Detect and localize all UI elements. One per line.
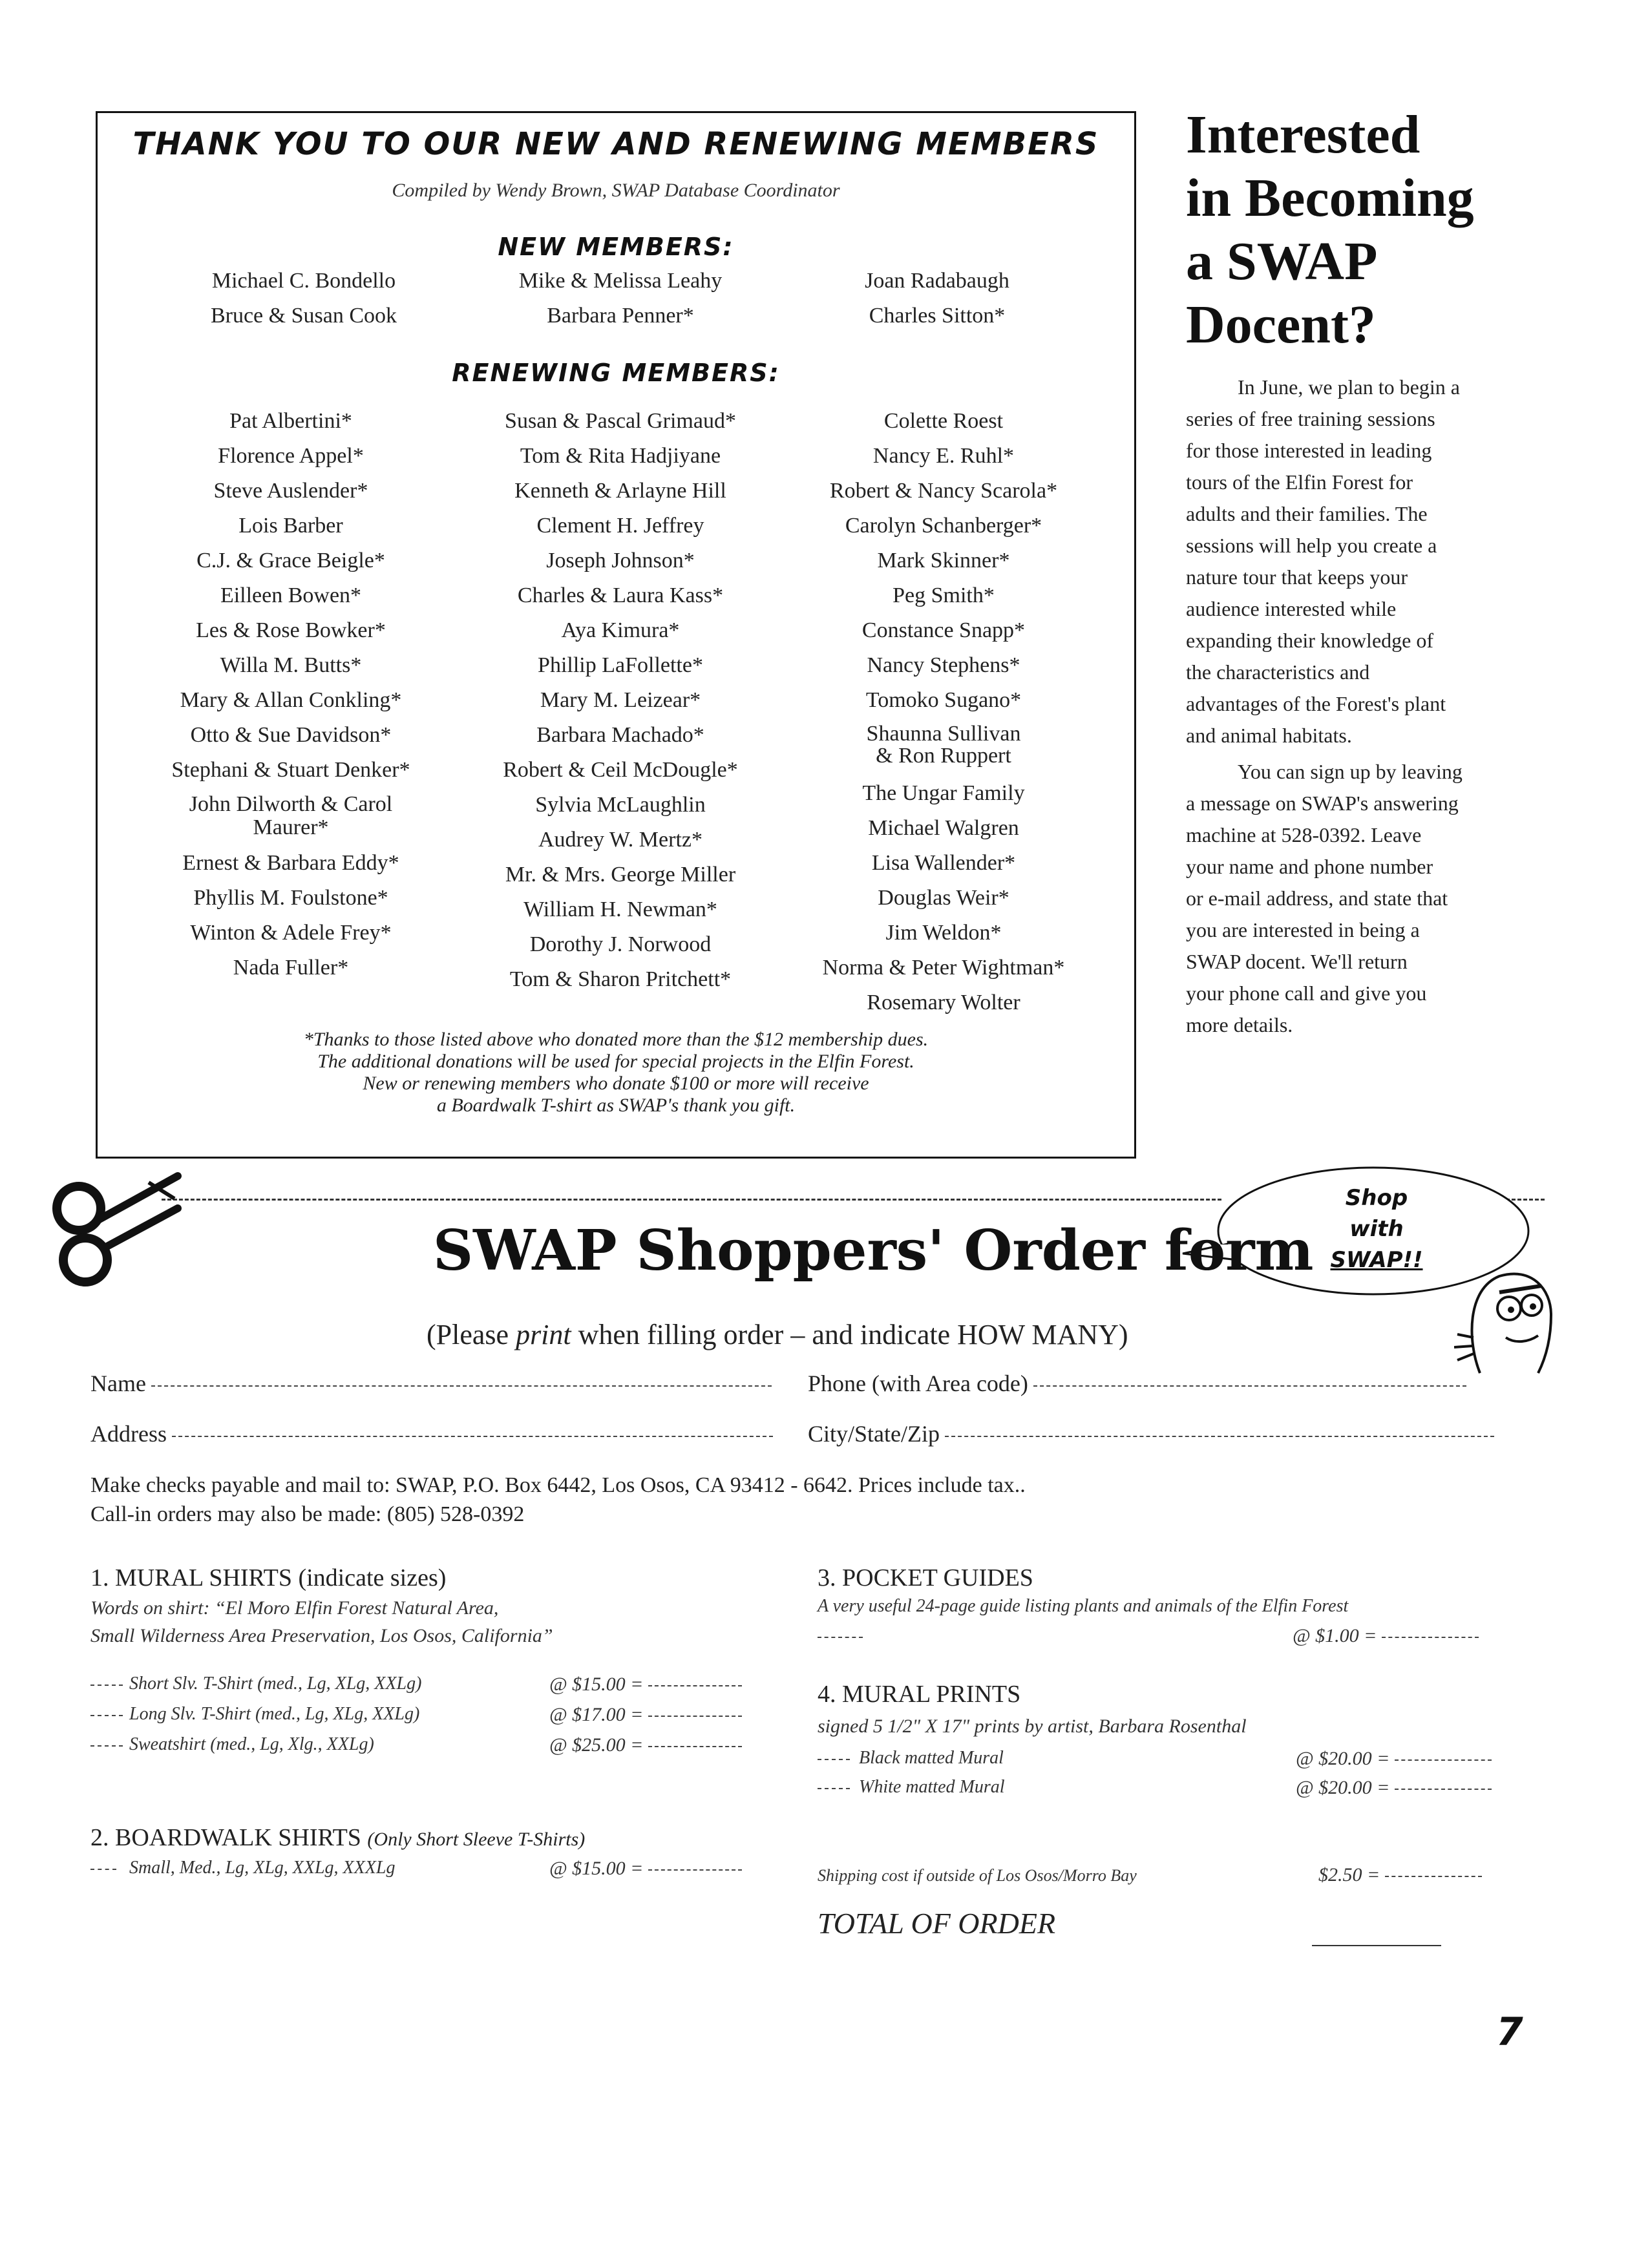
quantity-field[interactable]: [90, 1869, 116, 1870]
member-name: Colette Roest: [883, 409, 1004, 433]
price-row: [549, 1674, 742, 1696]
member-name: Charles Sitton*: [869, 304, 1006, 328]
cartoon-face-icon: [1454, 1263, 1564, 1380]
phone-label: Phone (with Area code): [808, 1370, 1028, 1396]
item-label: Short Slv. T-Shirt (med., Lg, XLg, XXLg): [129, 1674, 422, 1694]
member-name: Barbara Penner*: [547, 304, 694, 328]
member-name: Tom & Rita Hadjiyane: [520, 444, 721, 468]
member-name: Joan Radabaugh: [865, 269, 1009, 293]
text-line: expanding their knowledge of: [1186, 629, 1433, 652]
mural-words-line-1: Words on shirt: “El Moro Elfin Forest Natural Area,: [90, 1597, 499, 1619]
member-name: Ernest & Barbara Eddy*: [182, 851, 399, 875]
member-name: Lois Barber: [238, 514, 343, 538]
member-name: Shaunna Sullivan: [866, 722, 1021, 746]
member-name: Nancy E. Ruhl*: [872, 444, 1015, 468]
member-name: Rosemary Wolter: [867, 991, 1020, 1014]
bubble-line: SWAP!!: [1330, 1247, 1423, 1273]
footnote-line: The additional donations will be used for special projects in the Elfin Forest.: [317, 1051, 914, 1072]
member-name: Sylvia McLaughlin: [535, 793, 706, 817]
item-price: @ $20.00 =: [1296, 1748, 1390, 1769]
member-name: Tom & Sharon Pritchett*: [509, 967, 732, 991]
text-line: advantages of the Forest's plant: [1186, 692, 1446, 715]
item-price: @ $15.00 =: [549, 1674, 644, 1695]
member-name: Willa M. Butts*: [220, 653, 362, 677]
member-name: Michael Walgren: [868, 816, 1019, 840]
order-item-row: [90, 1674, 421, 1694]
mail-instructions: Make checks payable and mail to: SWAP, P.O. Box 6442, Los Osos, CA 93412 - 6642. Prices include tax..: [90, 1473, 1026, 1497]
member-name: Jim Weldon*: [885, 921, 1002, 945]
text-line: your name and phone number: [1186, 855, 1433, 878]
member-name: Constance Snapp*: [861, 618, 1026, 642]
call-in-line: Call-in orders may also be made: (805) 528-0392: [90, 1502, 525, 1526]
item-price: @ $20.00 =: [1296, 1777, 1390, 1798]
total-label: TOTAL OF ORDER: [818, 1907, 1056, 1940]
quantity-field[interactable]: [90, 1745, 123, 1747]
member-name: John Dilworth & Carol: [189, 792, 393, 816]
member-name: Steve Auslender*: [213, 479, 368, 503]
member-name: Barbara Machado*: [536, 723, 704, 747]
member-name: Bruce & Susan Cook: [210, 304, 397, 328]
text-line: or e-mail address, and state that: [1186, 887, 1448, 910]
member-name: Charles & Laura Kass*: [517, 583, 724, 607]
order-item-row: [90, 1858, 395, 1878]
member-name: Stephani & Stuart Denker*: [171, 758, 410, 782]
item-label: White matted Mural: [859, 1777, 1005, 1797]
order-item-row: [90, 1734, 374, 1755]
shipping-amount-field[interactable]: [1385, 1876, 1482, 1877]
city-label: City/State/Zip: [808, 1421, 940, 1447]
amount-field[interactable]: [648, 1685, 742, 1686]
address-field[interactable]: [172, 1436, 773, 1437]
donation-footnote: [96, 1029, 1136, 1117]
instr-text: when filling order – and indicate: [571, 1319, 958, 1350]
text-line: machine at 528-0392. Leave: [1186, 823, 1422, 846]
member-name: The Ungar Family: [862, 781, 1025, 805]
new-col-1: [149, 264, 459, 333]
order-item-row: [818, 1777, 1005, 1798]
mural-prints-heading: 4. MURAL PRINTS: [818, 1681, 1021, 1708]
instr-print: print: [516, 1319, 571, 1350]
member-name: Norma & Peter Wightman*: [822, 956, 1065, 980]
price-row: [1296, 1777, 1492, 1799]
text-line: series of free training sessions: [1186, 407, 1435, 430]
member-name: Douglas Weir*: [878, 886, 1009, 910]
compiled-by: Compiled by Wendy Brown, SWAP Database Coordinator: [392, 180, 840, 201]
item-label: Long Slv. T-Shirt (med., Lg, XLg, XXLg): [129, 1704, 420, 1724]
footnote-line: a Boardwalk T-shirt as SWAP's thank you gift.: [436, 1095, 796, 1116]
heading-line: Interested: [1186, 105, 1421, 165]
footnote-line: *Thanks to those listed above who donated more than the $12 membership dues.: [303, 1029, 929, 1050]
member-name: Peg Smith*: [893, 583, 995, 607]
footnote-line: New or renewing members who donate $100 or more will receive: [363, 1073, 869, 1094]
heading-line: in Becoming: [1186, 168, 1474, 228]
renew-col-3: [782, 404, 1105, 1020]
amount-field[interactable]: [1395, 1759, 1492, 1761]
name-label: Name: [90, 1370, 146, 1396]
renew-col-2: [459, 404, 782, 997]
thanks-title: THANK YOU TO OUR NEW AND RENEWING MEMBERS: [132, 126, 1099, 162]
instr-how-many: HOW MANY: [957, 1319, 1119, 1350]
item-label: Sweatshirt (med., Lg, Xlg., XXLg): [129, 1734, 374, 1754]
total-field[interactable]: [1312, 1945, 1441, 1946]
renew-col-1: [129, 404, 452, 985]
price-row: [549, 1858, 742, 1880]
renewing-members-heading: RENEWING MEMBERS:: [452, 359, 780, 387]
text-line: and animal habitats.: [1186, 724, 1352, 747]
member-name: Lisa Wallender*: [871, 851, 1016, 875]
boardwalk-note: (Only Short Sleeve T-Shirts): [367, 1829, 586, 1850]
member-name: Mary & Allan Conkling*: [180, 688, 402, 712]
member-name: Dorothy J. Norwood: [529, 932, 712, 956]
quantity-field[interactable]: [818, 1788, 850, 1789]
item-price: @ $1.00 =: [1293, 1625, 1377, 1646]
docent-paragraph-1: [1186, 372, 1625, 751]
member-name: Michael C. Bondello: [211, 269, 396, 293]
member-name: Robert & Ceil McDougle*: [503, 758, 738, 782]
member-name: Susan & Pascal Grimaud*: [505, 409, 736, 433]
new-col-3: [795, 264, 1079, 333]
text-line: audience interested while: [1186, 597, 1397, 620]
text-line: a message on SWAP's answering: [1186, 792, 1459, 815]
amount-field[interactable]: [1382, 1637, 1479, 1638]
member-name: Mary M. Leizear*: [540, 688, 701, 712]
shipping-row: [1318, 1864, 1482, 1886]
amount-field[interactable]: [1395, 1789, 1492, 1790]
text-line: you are interested in being a: [1186, 918, 1420, 941]
member-name: Mr. & Mrs. George Miller: [505, 863, 736, 887]
quantity-field[interactable]: [818, 1759, 850, 1760]
price-row: [1296, 1748, 1492, 1770]
member-name: Clement H. Jeffrey: [536, 514, 704, 538]
text-line: tours of the Elfin Forest for: [1186, 470, 1413, 494]
text-line: for those interested in leading: [1186, 439, 1432, 462]
address-label: Address: [90, 1421, 167, 1447]
member-name: Mike & Melissa Leahy: [518, 269, 723, 293]
order-item-row: [818, 1625, 863, 1647]
city-field[interactable]: [945, 1436, 1494, 1437]
price-row: [549, 1704, 742, 1726]
bubble-line: Shop: [1345, 1185, 1408, 1211]
item-price: @ $25.00 =: [549, 1734, 644, 1756]
member-name: Phillip LaFollette*: [538, 653, 703, 677]
heading-line: a SWAP: [1186, 231, 1378, 291]
text-line: You can sign up by leaving: [1238, 760, 1463, 783]
item-price: @ $17.00 =: [549, 1704, 644, 1725]
member-name: Winton & Adele Frey*: [190, 921, 392, 945]
instr-text: ): [1118, 1319, 1128, 1350]
quantity-field[interactable]: [90, 1685, 123, 1686]
shipping-price: $2.50 =: [1318, 1864, 1380, 1885]
shipping-label: Shipping cost if outside of Los Osos/Morro Bay: [818, 1866, 1137, 1885]
order-form-title: SWAP Shoppers' Order form: [433, 1218, 1314, 1283]
pocket-guides-desc: A very useful 24-page guide listing plants and animals of the Elfin Forest: [818, 1596, 1349, 1616]
member-name: Mark Skinner*: [877, 549, 1010, 572]
item-label: Small, Med., Lg, XLg, XXLg, XXXLg: [129, 1858, 396, 1878]
docent-paragraph-2: [1186, 756, 1625, 1041]
text-line: the characteristics and: [1186, 660, 1370, 684]
amount-field[interactable]: [648, 1869, 742, 1871]
member-name: Eilleen Bowen*: [220, 583, 362, 607]
scissors-icon: [39, 1163, 187, 1292]
text-line: nature tour that keeps your: [1186, 565, 1408, 589]
item-price: @ $15.00 =: [549, 1858, 644, 1879]
pocket-guides-heading: 3. POCKET GUIDES: [818, 1564, 1033, 1591]
member-name: Joseph Johnson*: [546, 549, 695, 572]
boardwalk-title: 2. BOARDWALK SHIRTS: [90, 1824, 361, 1851]
city-row: [808, 1420, 1494, 1447]
order-item-row: [818, 1748, 1004, 1769]
boardwalk-shirts-heading: [90, 1823, 585, 1852]
order-instructions: [427, 1318, 1128, 1351]
text-line: In June, we plan to begin a: [1238, 375, 1460, 399]
docent-heading: [1186, 103, 1625, 357]
mural-shirts-heading: 1. MURAL SHIRTS (indicate sizes): [90, 1564, 447, 1591]
member-name: Tomoko Sugano*: [865, 688, 1022, 712]
member-name: Carolyn Schanberger*: [845, 514, 1042, 538]
member-name: Pat Albertini*: [229, 409, 352, 433]
bubble-line: with: [1349, 1216, 1404, 1242]
cut-line: [162, 1199, 1221, 1201]
item-label: Black matted Mural: [859, 1748, 1004, 1768]
amount-field[interactable]: [648, 1716, 742, 1717]
member-name: & Ron Ruppert: [876, 744, 1011, 768]
quantity-field[interactable]: [90, 1715, 123, 1716]
member-name: Nancy Stephens*: [867, 653, 1020, 677]
member-name: Audrey W. Mertz*: [538, 828, 703, 852]
price-row: [1293, 1625, 1479, 1647]
text-line: more details.: [1186, 1013, 1293, 1036]
member-name: Florence Appel*: [218, 444, 364, 468]
new-members-heading: NEW MEMBERS:: [498, 233, 734, 261]
amount-field[interactable]: [648, 1746, 742, 1747]
text-line: adults and their families. The: [1186, 502, 1428, 525]
new-col-2: [459, 264, 782, 333]
address-row: [90, 1420, 773, 1447]
page-number: 7: [1496, 2010, 1523, 2055]
order-item-row: [90, 1704, 419, 1725]
member-name: Robert & Nancy Scarola*: [829, 479, 1058, 503]
mural-prints-desc: signed 5 1/2" X 17" prints by artist, Barbara Rosenthal: [818, 1716, 1247, 1737]
name-field[interactable]: [151, 1385, 772, 1387]
member-name: Aya Kimura*: [561, 618, 680, 642]
quantity-field[interactable]: [818, 1637, 863, 1638]
instr-text: (Please: [427, 1319, 516, 1350]
heading-line: Docent?: [1186, 295, 1376, 355]
member-name: William H. Newman*: [523, 898, 717, 921]
member-name: Les & Rose Bowker*: [196, 618, 386, 642]
phone-row: [808, 1370, 1466, 1397]
price-row: [549, 1734, 742, 1756]
name-row: [90, 1370, 772, 1397]
text-line: SWAP docent. We'll return: [1186, 950, 1408, 973]
member-name: Phyllis M. Foulstone*: [193, 886, 388, 910]
member-name: Otto & Sue Davidson*: [190, 723, 392, 747]
phone-field[interactable]: [1033, 1385, 1466, 1387]
member-name: Nada Fuller*: [233, 956, 349, 980]
mural-words-line-2: Small Wilderness Area Preservation, Los Osos, California”: [90, 1625, 553, 1646]
member-name: Maurer*: [253, 815, 329, 839]
member-name: Kenneth & Arlayne Hill: [514, 479, 726, 503]
text-line: sessions will help you create a: [1186, 534, 1437, 557]
text-line: your phone call and give you: [1186, 982, 1427, 1005]
member-name: C.J. & Grace Beigle*: [196, 549, 385, 572]
